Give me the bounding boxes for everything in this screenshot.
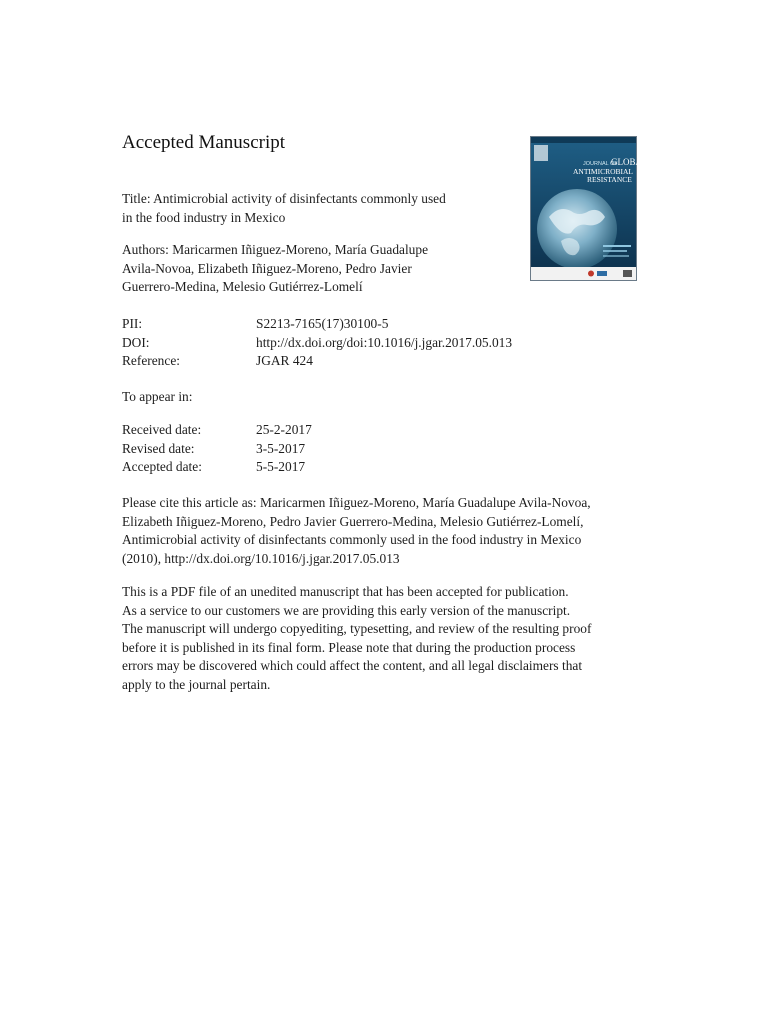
disclaimer-line: apply to the journal pertain. bbox=[122, 676, 271, 692]
journal-cover-image bbox=[530, 136, 648, 281]
pii-value: S2213-7165(17)30100-5 bbox=[256, 316, 389, 331]
accepted-date-label: Accepted date: bbox=[122, 459, 202, 474]
authors-line: Avila-Novoa, Elizabeth Iñiguez-Moreno, Pedro Javier bbox=[122, 260, 412, 276]
accepted-date-value: 5-5-2017 bbox=[256, 459, 306, 474]
revised-date-value: 3-5-2017 bbox=[256, 440, 306, 456]
doi-link[interactable]: http://dx.doi.org/doi:10.1016/j.jgar.2017.05.013 bbox=[256, 334, 513, 350]
accepted-date-row bbox=[122, 458, 642, 477]
authors bbox=[122, 241, 502, 297]
disclaimer-line: The manuscript will undergo copyediting, typesetting, and review of the resulting proof bbox=[122, 621, 592, 636]
citation-line: (2010), http://dx.doi.org/10.1016/j.jgar.2017.05.013 bbox=[122, 550, 400, 566]
disclaimer-line: This is a PDF file of an unedited manuscript that has been accepted for publication. bbox=[122, 584, 569, 599]
title-line: Title: Antimicrobial activity of disinfectants commonly used bbox=[122, 191, 446, 206]
cover-journal-word3: RESISTANCE bbox=[587, 175, 632, 184]
disclaimer-line: errors may be discovered which could affect the content, and all legal disclaimers that bbox=[122, 658, 583, 673]
journal-cover-art bbox=[531, 137, 648, 280]
pii-row bbox=[122, 315, 642, 334]
authors-line: Guerrero-Medina, Melesio Gutiérrez-Lomelí bbox=[122, 279, 363, 294]
article-title bbox=[122, 190, 502, 227]
received-date-label: Received date: bbox=[122, 422, 202, 437]
page-heading: Accepted Manuscript bbox=[122, 132, 286, 153]
cover-journal-word1: GLOBAL bbox=[611, 157, 648, 167]
title-line: in the food industry in Mexico bbox=[122, 209, 286, 225]
disclaimer-line: before it is published in its final form. Please note that during the production process bbox=[122, 639, 576, 655]
disclaimer-paragraph bbox=[122, 583, 638, 694]
authors-line: Authors: Maricarmen Iñiguez-Moreno, María Guadalupe bbox=[122, 242, 429, 257]
article-identifiers bbox=[122, 315, 642, 371]
citation-line: Elizabeth Iñiguez-Moreno, Pedro Javier Guerrero-Medina, Melesio Gutiérrez-Lomelí, bbox=[122, 513, 584, 529]
reference-label: Reference: bbox=[122, 353, 180, 368]
received-date-row bbox=[122, 421, 642, 440]
cover-journal-word2: ANTIMICROBIAL bbox=[573, 167, 633, 176]
article-dates bbox=[122, 421, 642, 477]
doi-label: DOI: bbox=[122, 334, 150, 350]
citation-line: Antimicrobial activity of disinfectants commonly used in the food industry in Mexico bbox=[122, 532, 582, 547]
doi-row bbox=[122, 334, 642, 353]
society-logo-icon-2 bbox=[597, 271, 607, 276]
received-date-value: 25-2-2017 bbox=[256, 422, 312, 437]
citation-line: Please cite this article as: Maricarmen Iñiguez-Moreno, María Guadalupe Avila-Novoa, bbox=[122, 495, 591, 510]
reference-row bbox=[122, 352, 642, 371]
to-appear-label: To appear in: bbox=[122, 389, 193, 404]
citation-paragraph bbox=[122, 494, 642, 568]
pii-label: PII: bbox=[122, 316, 143, 331]
cover-journal-prefix: JOURNAL OF bbox=[583, 161, 618, 167]
revised-date-label: Revised date: bbox=[122, 440, 195, 456]
publisher-mark-icon bbox=[623, 270, 632, 277]
revised-date-row bbox=[122, 440, 642, 459]
disclaimer-line: As a service to our customers we are providing this early version of the manuscript. bbox=[122, 602, 571, 618]
reference-value: JGAR 424 bbox=[256, 353, 313, 368]
publisher-logo-icon bbox=[534, 145, 548, 161]
society-logo-icon bbox=[588, 271, 594, 277]
